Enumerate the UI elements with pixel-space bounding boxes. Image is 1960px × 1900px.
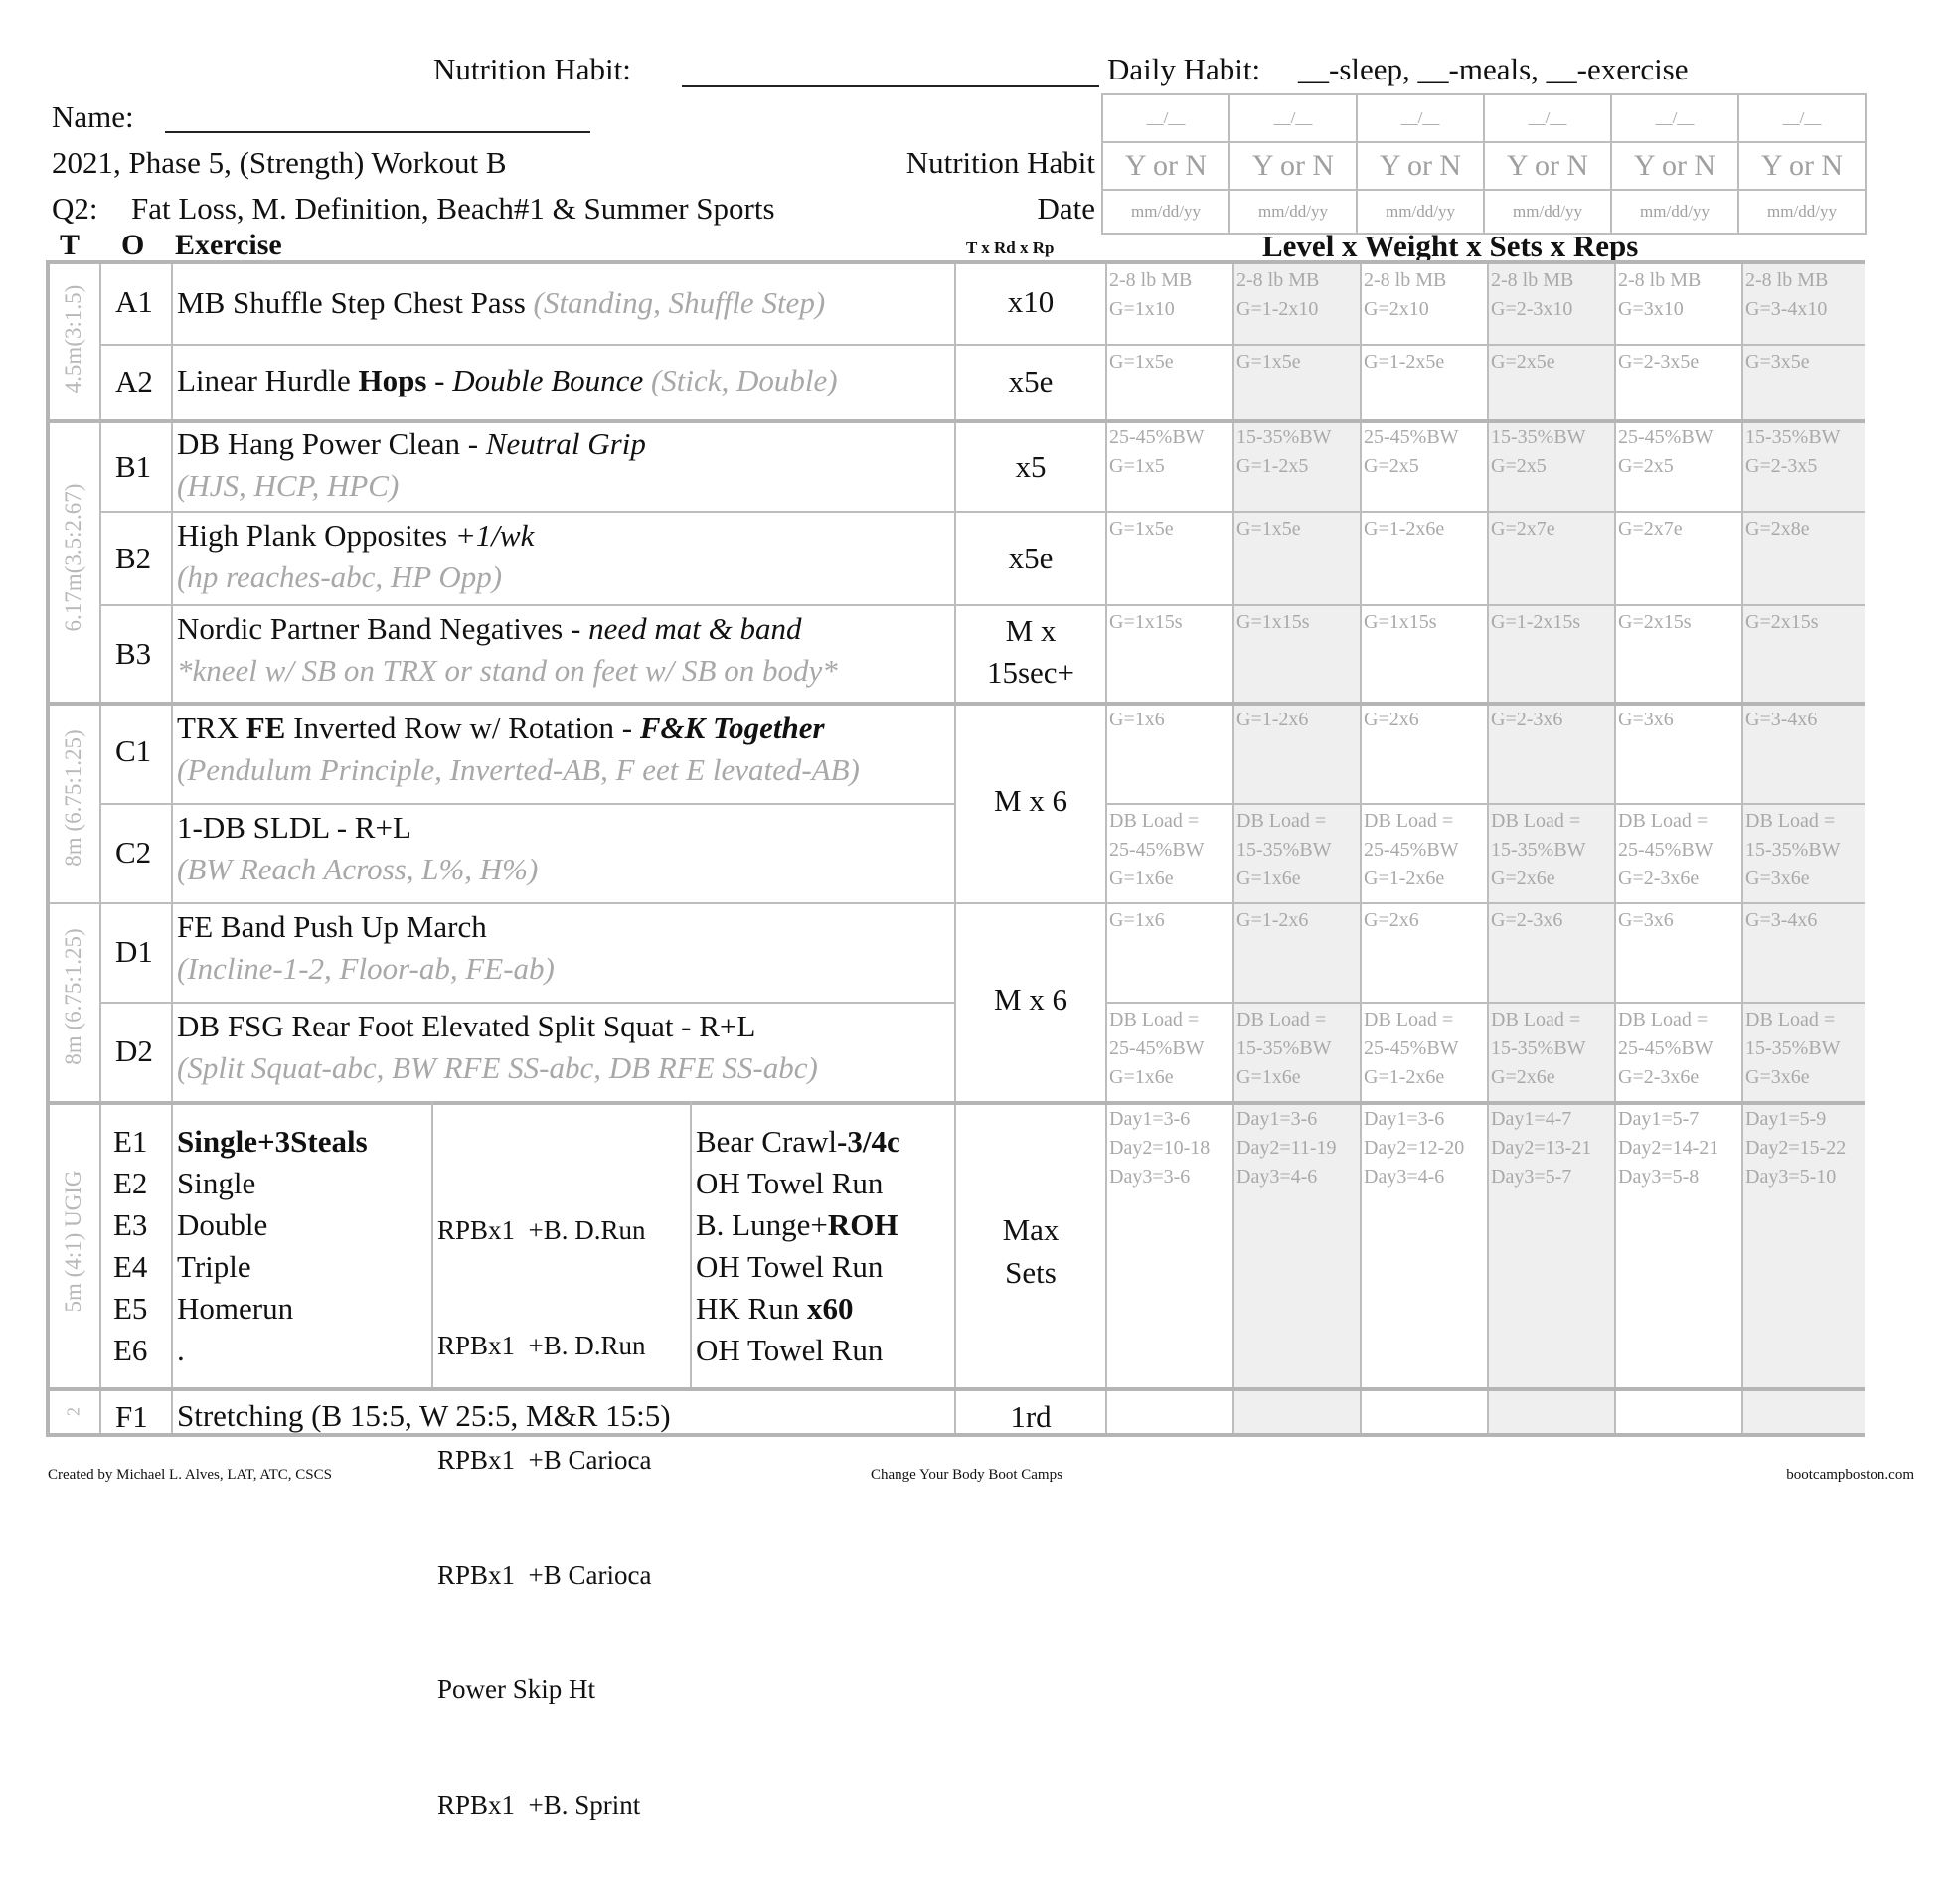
level-c1-6[interactable]: G=3-4x6 [1745,709,1818,730]
exercise-c1-name-rest: Inverted Row w/ Rotation - [285,711,640,745]
col-heading-exercise: Exercise [175,229,282,261]
exercise-c1-hint: (Pendulum Principle, Inverted-AB, F eet E levated-AB) [177,752,860,787]
blank-cell-3[interactable]: __/__ [1356,93,1485,143]
exercise-d2 [177,1006,818,1089]
e-move-5-bold: x60 [806,1291,854,1326]
e-move-5 [696,1288,900,1330]
e-move-2 [696,1163,900,1204]
level-c1-1[interactable]: G=1x6 [1109,709,1165,730]
level-c2-5[interactable]: DB Load = 25-45%BW G=2-3x6e [1618,810,1714,889]
level-b1-6[interactable]: 15-35%BW G=2-3x5 [1745,426,1841,477]
level-d2-2[interactable]: DB Load = 15-35%BW G=1x6e [1236,1009,1332,1088]
e-move-4 [696,1246,900,1288]
divider [1741,264,1743,1433]
divider [171,264,173,1433]
divider [99,803,954,805]
daily-habit-items: __-sleep, __-meals, __-exercise [1298,52,1689,86]
footer-credit: Created by Michael L. Alves, LAT, ATC, CSCS [48,1467,332,1483]
e-base-3: Double [177,1207,268,1242]
row-label-nutrition: Nutrition Habit [905,145,1095,180]
exercise-c2 [177,807,538,890]
order-c1: C1 [115,733,152,768]
group-divider [50,1101,1865,1105]
divider [431,1101,433,1387]
level-a1-6[interactable]: 2-8 lb MB G=3-4x10 [1745,269,1829,320]
yn-cell-6[interactable]: Y or N [1737,141,1867,191]
e-base-6: . [177,1333,185,1367]
level-b2-1[interactable]: G=1x5e [1109,518,1174,540]
group-divider [50,902,1865,904]
exercise-b2-hint: (hp reaches-abc, HP Opp) [177,559,503,594]
group-time-e: 5m (4:1) UGIG [61,1170,85,1313]
exercise-b3-variant: need mat & band [588,611,802,646]
level-c1-2[interactable]: G=1-2x6 [1236,709,1309,730]
e-move-3-bold: ROH [827,1207,898,1242]
level-c2-4[interactable]: DB Load = 15-35%BW G=2x6e [1491,810,1586,889]
reps-e-line1: Max [1002,1212,1060,1247]
e-base-5: Homerun [177,1291,294,1326]
order-f1: F1 [115,1399,148,1434]
level-a2-5[interactable]: G=2-3x5e [1618,351,1700,373]
exercise-a2-hint: (Stick, Double) [650,363,838,397]
group-time-b: 6.17m(3.5:2.67) [61,483,85,632]
order-e2: E2 [113,1166,148,1200]
blank-cell-5[interactable]: __/__ [1610,93,1739,143]
level-d1-3[interactable]: G=2x6 [1364,909,1419,931]
level-b2-5[interactable]: G=2x7e [1618,518,1683,540]
exercise-b2-variant: +1/wk [454,518,535,553]
level-b1-1[interactable]: 25-45%BW G=1x5 [1109,426,1205,477]
exercise-b1-name: DB Hang Power Clean - [177,426,486,461]
level-b3-3[interactable]: G=1x15s [1364,611,1437,633]
exercise-d1-name: FE Band Push Up March [177,909,487,944]
exercise-c2-name: 1-DB SLDL - R+L [177,810,411,845]
col-heading-t: T [60,229,81,261]
level-d1-6[interactable]: G=3-4x6 [1745,909,1818,931]
e-run-2: RPBx1 +B. D.Run [437,1330,646,1360]
level-c2-3[interactable]: DB Load = 25-45%BW G=1-2x6e [1364,810,1459,889]
reps-b3-line1: M x [1005,613,1057,648]
e-move-1-bold: -3/4c [837,1124,900,1159]
date-cell-3[interactable]: mm/dd/yy [1356,189,1485,235]
exercise-b1-variant: Neutral Grip [485,426,646,461]
level-a1-1[interactable]: 2-8 lb MB G=1x10 [1109,269,1193,320]
exercise-a1 [177,282,825,324]
e-move-1 [696,1121,900,1163]
order-b3: B3 [115,636,152,671]
reps-b3-line2: 15sec+ [986,655,1075,690]
date-cell-4[interactable]: mm/dd/yy [1483,189,1612,235]
level-a2-6[interactable]: G=3x5e [1745,351,1810,373]
divider [99,511,1865,513]
level-c1-4[interactable]: G=2-3x6 [1491,709,1563,730]
exercise-b1 [177,423,646,507]
order-d2: D2 [115,1033,153,1068]
level-d2-4[interactable]: DB Load = 15-35%BW G=2x6e [1491,1009,1586,1088]
reps-a1: x10 [1007,284,1055,319]
order-a1: A1 [115,284,153,319]
group-divider [50,702,1865,706]
e-base-2: Single [177,1166,256,1200]
level-d1-1[interactable]: G=1x6 [1109,909,1165,931]
level-b3-2[interactable]: G=1x15s [1236,611,1310,633]
blank-cell-6[interactable]: __/__ [1737,93,1867,143]
yn-cell-1[interactable]: Y or N [1101,141,1230,191]
exercise-b2 [177,515,534,598]
level-b2-2[interactable]: G=1x5e [1236,518,1301,540]
level-d2-1[interactable]: DB Load = 25-45%BW G=1x6e [1109,1009,1205,1088]
e-run-3: RPBx1 +B Carioca [437,1445,652,1475]
level-a1-4[interactable]: 2-8 lb MB G=2-3x10 [1491,269,1574,320]
e-run-1: RPBx1 +B. D.Run [437,1215,646,1245]
divider [1105,803,1865,805]
level-b1-4[interactable]: 15-35%BW G=2x5 [1491,426,1586,477]
divider [99,344,1865,346]
quarter-goals: Fat Loss, M. Definition, Beach#1 & Summer Sports [131,191,775,226]
e-runs [437,1135,651,1900]
order-c2: C2 [115,835,152,870]
e-move-6 [696,1330,900,1371]
level-a1-3[interactable]: 2-8 lb MB G=2x10 [1364,269,1447,320]
level-b2-6[interactable]: G=2x8e [1745,518,1810,540]
group-time-f: 2 [63,1407,83,1416]
level-b3-1[interactable]: G=1x15s [1109,611,1183,633]
level-c1-5[interactable]: G=3x6 [1618,709,1674,730]
daily-habit-label: Daily Habit: [1107,52,1261,86]
exercise-a2-variant: Double Bounce [452,363,644,397]
level-a1-5[interactable]: 2-8 lb MB G=3x10 [1618,269,1702,320]
exercise-b3-hint: *kneel w/ SB on TRX or stand on feet w/ SB on body* [177,653,838,688]
level-b1-5[interactable]: 25-45%BW G=2x5 [1618,426,1714,477]
reps-e [956,1208,1105,1294]
reps-b2: x5e [1008,541,1054,575]
level-b2-4[interactable]: G=2x7e [1491,518,1555,540]
divider [99,604,1865,606]
level-d1-5[interactable]: G=3x6 [1618,909,1674,931]
e-move-4-text: OH Towel Run [696,1249,884,1284]
level-b1-3[interactable]: 25-45%BW G=2x5 [1364,426,1459,477]
e-run-6: RPBx1 +B. Sprint [437,1789,641,1820]
level-b3-4[interactable]: G=1-2x15s [1491,611,1581,633]
order-d1: D1 [115,934,153,969]
name-field[interactable] [165,103,590,133]
group-time-d: 8m (6.75:1.25) [61,928,85,1065]
e-base-4: Triple [177,1249,251,1284]
level-b1-2[interactable]: 15-35%BW G=1-2x5 [1236,426,1332,477]
e-move-5-text: HK Run [696,1291,807,1326]
exercise-d2-hint: (Split Squat-abc, BW RFE SS-abc, DB RFE SS-abc) [177,1050,818,1085]
e-move-2-text: OH Towel Run [696,1166,884,1200]
order-e1: E1 [113,1124,148,1159]
level-b3-5[interactable]: G=2x15s [1618,611,1692,633]
exercise-c1-variant: F&K Together [639,711,825,745]
exercise-b3 [177,608,838,692]
blank-cell-4[interactable]: __/__ [1483,93,1612,143]
name-label: Name: [52,99,134,134]
blank-cell-1[interactable]: __/__ [1101,93,1230,143]
row-label-date: Date [1037,191,1095,226]
level-e-1[interactable]: Day1=3-6 Day2=10-18 Day3=3-6 [1109,1108,1211,1188]
e-move-1-text: Bear Crawl [696,1124,838,1159]
e-move-3-text: B. Lunge+ [696,1207,828,1242]
e-run-5: Power Skip Ht [437,1674,596,1704]
level-e-2[interactable]: Day1=3-6 Day2=11-19 Day3=4-6 [1236,1108,1337,1188]
divider [1614,264,1616,1433]
reps-e-line2: Sets [1005,1255,1057,1290]
date-cell-1[interactable]: mm/dd/yy [1101,189,1230,235]
e-orders [113,1121,147,1371]
divider [1487,264,1489,1433]
nutrition-habit-label: Nutrition Habit: [433,52,631,86]
level-d2-3[interactable]: DB Load = 25-45%BW G=1-2x6e [1364,1009,1459,1088]
level-a2-1[interactable]: G=1x5e [1109,351,1174,373]
date-cell-2[interactable]: mm/dd/yy [1228,189,1358,235]
exercise-d1-hint: (Incline-1-2, Floor-ab, FE-ab) [177,951,555,986]
group-time-c: 8m (6.75:1.25) [61,729,85,867]
yn-cell-3[interactable]: Y or N [1356,141,1485,191]
order-e6: E6 [113,1333,148,1367]
level-c2-2[interactable]: DB Load = 15-35%BW G=1x6e [1236,810,1332,889]
exercise-b1-hint: (HJS, HCP, HPC) [177,468,400,503]
quarter-label: Q2: [52,191,98,226]
divider [1105,264,1107,1433]
col-heading-o: O [121,229,145,261]
divider [1232,264,1234,1433]
reps-f1: 1rd [1010,1399,1052,1434]
blank-cell-2[interactable]: __/__ [1228,93,1358,143]
exercise-c1-name: TRX [177,711,246,745]
level-c2-1[interactable]: DB Load = 25-45%BW G=1x6e [1109,810,1205,889]
level-c2-6[interactable]: DB Load = 15-35%BW G=3x6e [1745,810,1841,889]
exercise-d1 [177,906,555,990]
group-divider [50,1387,1865,1391]
exercise-c1-name-bold: FE [245,711,286,745]
level-e-3[interactable]: Day1=3-6 Day2=12-20 Day3=4-6 [1364,1108,1465,1188]
e-base-1: Single+3Steals [177,1124,368,1159]
e-move-6-text: OH Towel Run [696,1333,884,1367]
level-a1-2[interactable]: 2-8 lb MB G=1-2x10 [1236,269,1320,320]
exercise-a1-hint: (Standing, Shuffle Step) [533,285,826,320]
order-a2: A2 [115,364,153,398]
level-e-5[interactable]: Day1=5-7 Day2=14-21 Day3=5-8 [1618,1108,1719,1188]
footer-company: Change Your Body Boot Camps [871,1467,1062,1483]
reps-d: M x 6 [993,982,1068,1017]
reps-c: M x 6 [993,783,1068,818]
divider [99,264,101,1433]
yn-cell-5[interactable]: Y or N [1610,141,1739,191]
level-e-4[interactable]: Day1=4-7 Day2=13-21 Day3=5-7 [1491,1108,1592,1188]
level-d2-6[interactable]: DB Load = 15-35%BW G=3x6e [1745,1009,1841,1088]
level-a2-3[interactable]: G=1-2x5e [1364,351,1445,373]
exercise-b2-name: High Plank Opposites [177,518,455,553]
divider [1105,1002,1865,1004]
exercise-a2 [177,360,838,401]
footer-website: bootcampboston.com [1786,1467,1914,1483]
divider [1360,264,1362,1433]
workout-title: 2021, Phase 5, (Strength) Workout B [52,145,507,180]
nutrition-habit-field[interactable] [682,58,1099,87]
exercise-a1-name: MB Shuffle Step Chest Pass [177,285,526,320]
exercise-c1 [177,708,860,791]
level-d1-4[interactable]: G=2-3x6 [1491,909,1563,931]
exercise-b3-name: Nordic Partner Band Negatives - [177,611,589,646]
divider [99,1002,954,1004]
order-e5: E5 [113,1291,148,1326]
col-heading-level: Level x Weight x Sets x Reps [1262,229,1639,263]
exercise-d2-name: DB FSG Rear Foot Elevated Split Squat - R+L [177,1009,756,1043]
e-moves [696,1121,900,1371]
e-run-4: RPBx1 +B Carioca [437,1559,652,1590]
exercise-f1: Stretching (B 15:5, W 25:5, M&R 15:5) [177,1398,671,1433]
e-bases [177,1121,368,1371]
e-move-3 [696,1204,900,1246]
order-e4: E4 [113,1249,148,1284]
level-d2-5[interactable]: DB Load = 25-45%BW G=2-3x6e [1618,1009,1714,1088]
reps-a2: x5e [1008,364,1054,398]
level-e-6[interactable]: Day1=5-9 Day2=15-22 Day3=5-10 [1745,1108,1847,1188]
yn-cell-4[interactable]: Y or N [1483,141,1612,191]
group-time-a: 4.5m(3:1.5) [61,284,85,394]
exercise-a2-name: Linear Hurdle [177,363,359,397]
level-a2-2[interactable]: G=1x5e [1236,351,1301,373]
divider [690,1101,692,1387]
col-heading-txrdxrp: T x Rd x Rp [966,238,1055,257]
order-b1: B1 [115,449,152,484]
yn-cell-2[interactable]: Y or N [1228,141,1358,191]
level-b3-6[interactable]: G=2x15s [1745,611,1819,633]
reps-b3 [956,610,1105,694]
level-d1-2[interactable]: G=1-2x6 [1236,909,1309,931]
exercise-c2-hint: (BW Reach Across, L%, H%) [177,852,539,886]
order-e3: E3 [113,1207,148,1242]
date-cell-5[interactable]: mm/dd/yy [1610,189,1739,235]
level-b2-3[interactable]: G=1-2x6e [1364,518,1445,540]
date-cell-6[interactable]: mm/dd/yy [1737,189,1867,235]
level-c1-3[interactable]: G=2x6 [1364,709,1419,730]
exercise-a2-name-bold: Hops [358,363,427,397]
level-a2-4[interactable]: G=2x5e [1491,351,1555,373]
reps-b1: x5 [1015,449,1047,484]
exercise-a2-sep: - [426,363,453,397]
order-b2: B2 [115,541,152,575]
